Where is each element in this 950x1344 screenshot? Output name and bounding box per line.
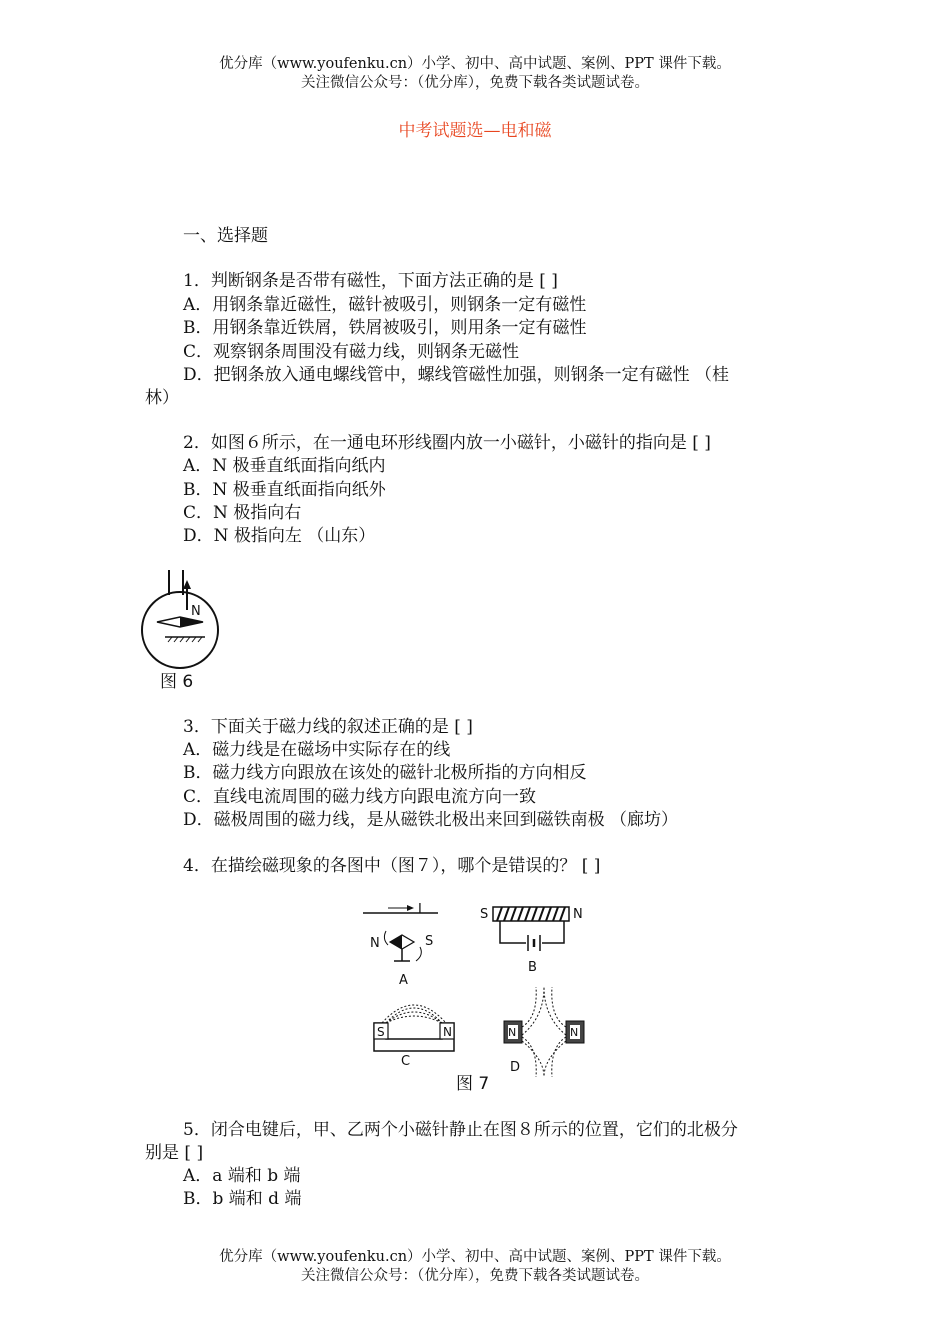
page-footer (0, 1248, 950, 1286)
footer-line-2: 关注微信公众号：（优分库），免费下载各类试题试卷。 (301, 1268, 649, 1284)
panel-b-n-label: N (573, 907, 583, 922)
q2-option-d: D．N 极指向左 （山东） (183, 526, 376, 546)
panel-d-right-n-label: N (570, 1026, 579, 1039)
q3-option-c: C．直线电流周围的磁力线方向跟电流方向一致 (183, 787, 537, 807)
q2-option-c: C．N 极指向右 (183, 503, 302, 523)
q3-option-b: B．磁力线方向跟放在该处的磁针北极所指的方向相反 (183, 763, 587, 783)
q3-stem: 3．下面关于磁力线的叙述正确的是 [ ] (183, 717, 473, 737)
coil-loop (142, 592, 218, 668)
panel-a-label: A (399, 973, 408, 988)
figure-7-panel-a (363, 902, 438, 988)
figure-6-caption: 图 6 (160, 672, 194, 692)
panel-c-label: C (401, 1054, 411, 1069)
q3-option-d: D．磁极周围的磁力线，是从磁铁北极出来回到磁铁南极 （廊坊） (183, 810, 679, 830)
q5-option-a: A．a 端和 b 端 (183, 1166, 301, 1186)
panel-d-field-lines (522, 987, 566, 1077)
figure-6 (135, 565, 235, 695)
panel-c-s-label: S (377, 1025, 385, 1039)
current-arrow-head (183, 580, 191, 589)
q4-stem: 4．在描绘磁现象的各图中（图７），哪个是错误的？ [ ] (183, 856, 601, 876)
q1-option-b: B．用钢条靠近铁屑，铁屑被吸引，则用条一定有磁性 (183, 318, 587, 338)
panel-c-field-lines (382, 1005, 446, 1023)
header-line-2: 关注微信公众号：（优分库），免费下载各类试题试卷。 (301, 75, 649, 91)
figure-7-panel-c (374, 1005, 454, 1069)
figure-6-n-label: N (191, 604, 201, 619)
panel-b-s-label: S (480, 907, 489, 922)
q5-stem-continued: 别是 [ ] (145, 1143, 204, 1163)
panel-b-label: B (528, 960, 537, 975)
page-header (0, 55, 950, 93)
panel-c-n-label: N (443, 1025, 452, 1039)
figure-7-panel-d (504, 987, 584, 1077)
figure-7-caption: 图 7 (456, 1074, 490, 1094)
q1-stem: 1．判断钢条是否带有磁性，下面方法正确的是 [ ] (183, 271, 558, 291)
header-line-1: 优分库（www.youfenku.cn）小学、初中、高中试题、案例、PPT 课件下载。 (219, 56, 731, 72)
panel-a-s-label: S (425, 934, 434, 949)
q2-option-b: B．N 极垂直纸面指向纸外 (183, 480, 386, 500)
q5-stem: 5．闭合电键后，甲、乙两个小磁针静止在图８所示的位置，它们的北极分 (183, 1120, 738, 1140)
panel-a-current-label: I (418, 902, 422, 917)
figure-7 (358, 895, 598, 1095)
panel-d-label: D (510, 1060, 521, 1075)
footer-line-1: 优分库（www.youfenku.cn）小学、初中、高中试题、案例、PPT 课件下载。 (219, 1249, 731, 1265)
panel-a-n-label: N (370, 936, 380, 951)
section-heading: 一、选择题 (183, 226, 268, 246)
q3-option-a: A．磁力线是在磁场中实际存在的线 (183, 740, 451, 760)
q1-option-d: D．把钢条放入通电螺线管中，螺线管磁性加强，则钢条一定有磁性 （桂 (183, 365, 730, 385)
q5-option-b: B．b 端和 d 端 (183, 1189, 302, 1209)
q2-stem: 2．如图６所示，在一通电环形线圈内放一小磁针，小磁针的指向是 [ ] (183, 433, 711, 453)
q1-option-c: C．观察钢条周围没有磁力线，则钢条无磁性 (183, 342, 520, 362)
q1-option-a: A．用钢条靠近磁性，磁针被吸引，则钢条一定有磁性 (183, 295, 587, 315)
panel-d-left-n-label: N (508, 1026, 517, 1039)
page-title: 中考试题选—电和磁 (398, 121, 552, 141)
figure-7-panel-b (480, 907, 583, 975)
q2-option-a: A．N 极垂直纸面指向纸内 (183, 456, 386, 476)
q1-option-d-continued: 林） (145, 388, 179, 408)
